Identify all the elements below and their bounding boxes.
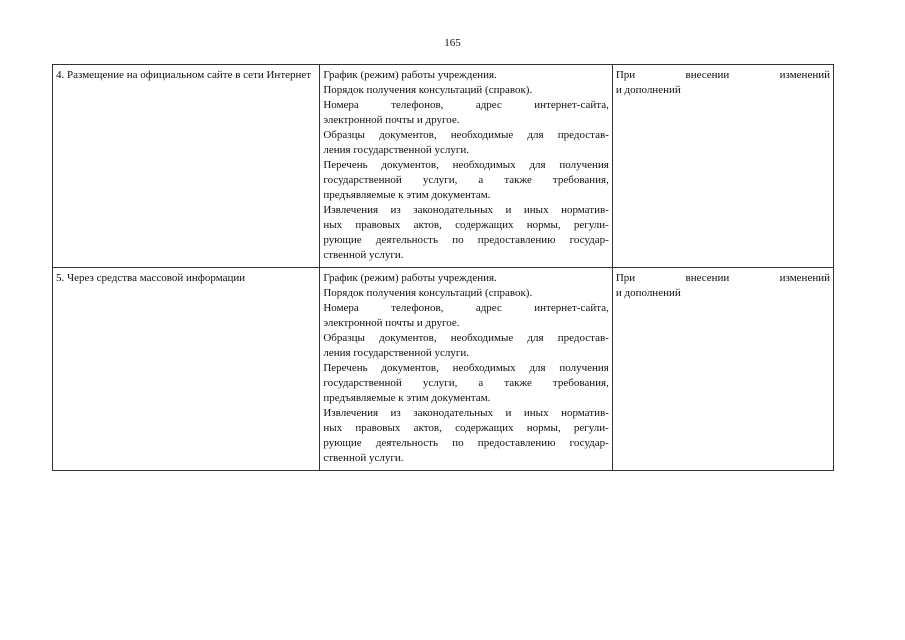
channel-cell bbox=[53, 65, 320, 268]
channel-text: 5. Через средства массовой информации bbox=[56, 272, 246, 284]
content-line: электронной почты и другое. bbox=[323, 114, 460, 126]
content-line: государственной услуги, а также требования, bbox=[323, 377, 609, 389]
content-line: Порядок получения консультаций (справок). bbox=[323, 84, 533, 96]
period-line: и дополнений bbox=[615, 287, 681, 299]
content-line: ления государственной услуги. bbox=[323, 144, 469, 156]
period-line: и дополнений bbox=[615, 84, 681, 96]
content-line: ных правовых актов, содержащих нормы, регули- bbox=[323, 422, 609, 434]
table-row bbox=[53, 268, 834, 471]
content-line: Номера телефонов, адрес интернет-сайта, bbox=[323, 99, 609, 111]
period-line: При внесении изменений bbox=[615, 69, 830, 81]
page-number: 165 bbox=[444, 37, 461, 49]
content-line: рующие деятельность по предоставлению государ- bbox=[323, 234, 609, 246]
content-line: Извлечения из законодательных и иных норматив- bbox=[323, 407, 609, 419]
content-line: государственной услуги, а также требования, bbox=[323, 174, 609, 186]
content-cell bbox=[320, 65, 612, 268]
content-line: ных правовых актов, содержащих нормы, регули- bbox=[323, 219, 609, 231]
content-line: Перечень документов, необходимых для получения bbox=[323, 159, 609, 171]
content-line: электронной почты и другое. bbox=[323, 317, 460, 329]
content-line: График (режим) работы учреждения. bbox=[323, 272, 497, 284]
channel-cell bbox=[53, 268, 320, 471]
period-line: При внесении изменений bbox=[615, 272, 830, 284]
content-line: График (режим) работы учреждения. bbox=[323, 69, 497, 81]
content-line: ления государственной услуги. bbox=[323, 347, 469, 359]
content-line: предъявляемые к этим документам. bbox=[323, 392, 491, 404]
content-line: Перечень документов, необходимых для получения bbox=[323, 362, 609, 374]
content-line: Порядок получения консультаций (справок). bbox=[323, 287, 533, 299]
content-line: Номера телефонов, адрес интернет-сайта, bbox=[323, 302, 609, 314]
period-cell bbox=[612, 268, 833, 471]
content-cell bbox=[320, 268, 612, 471]
period-cell bbox=[612, 65, 833, 268]
content-line: ственной услуги. bbox=[323, 249, 404, 261]
content-line: Образцы документов, необходимые для предостав- bbox=[323, 129, 609, 141]
info-table bbox=[52, 64, 834, 471]
content-line: ственной услуги. bbox=[323, 452, 404, 464]
content-line: предъявляемые к этим документам. bbox=[323, 189, 491, 201]
content-line: Извлечения из законодательных и иных норматив- bbox=[323, 204, 609, 216]
table-row bbox=[53, 65, 834, 268]
content-line: рующие деятельность по предоставлению государ- bbox=[323, 437, 609, 449]
content-line: Образцы документов, необходимые для предостав- bbox=[323, 332, 609, 344]
channel-text: 4. Размещение на официальном сайте в сети Интернет bbox=[56, 69, 312, 81]
